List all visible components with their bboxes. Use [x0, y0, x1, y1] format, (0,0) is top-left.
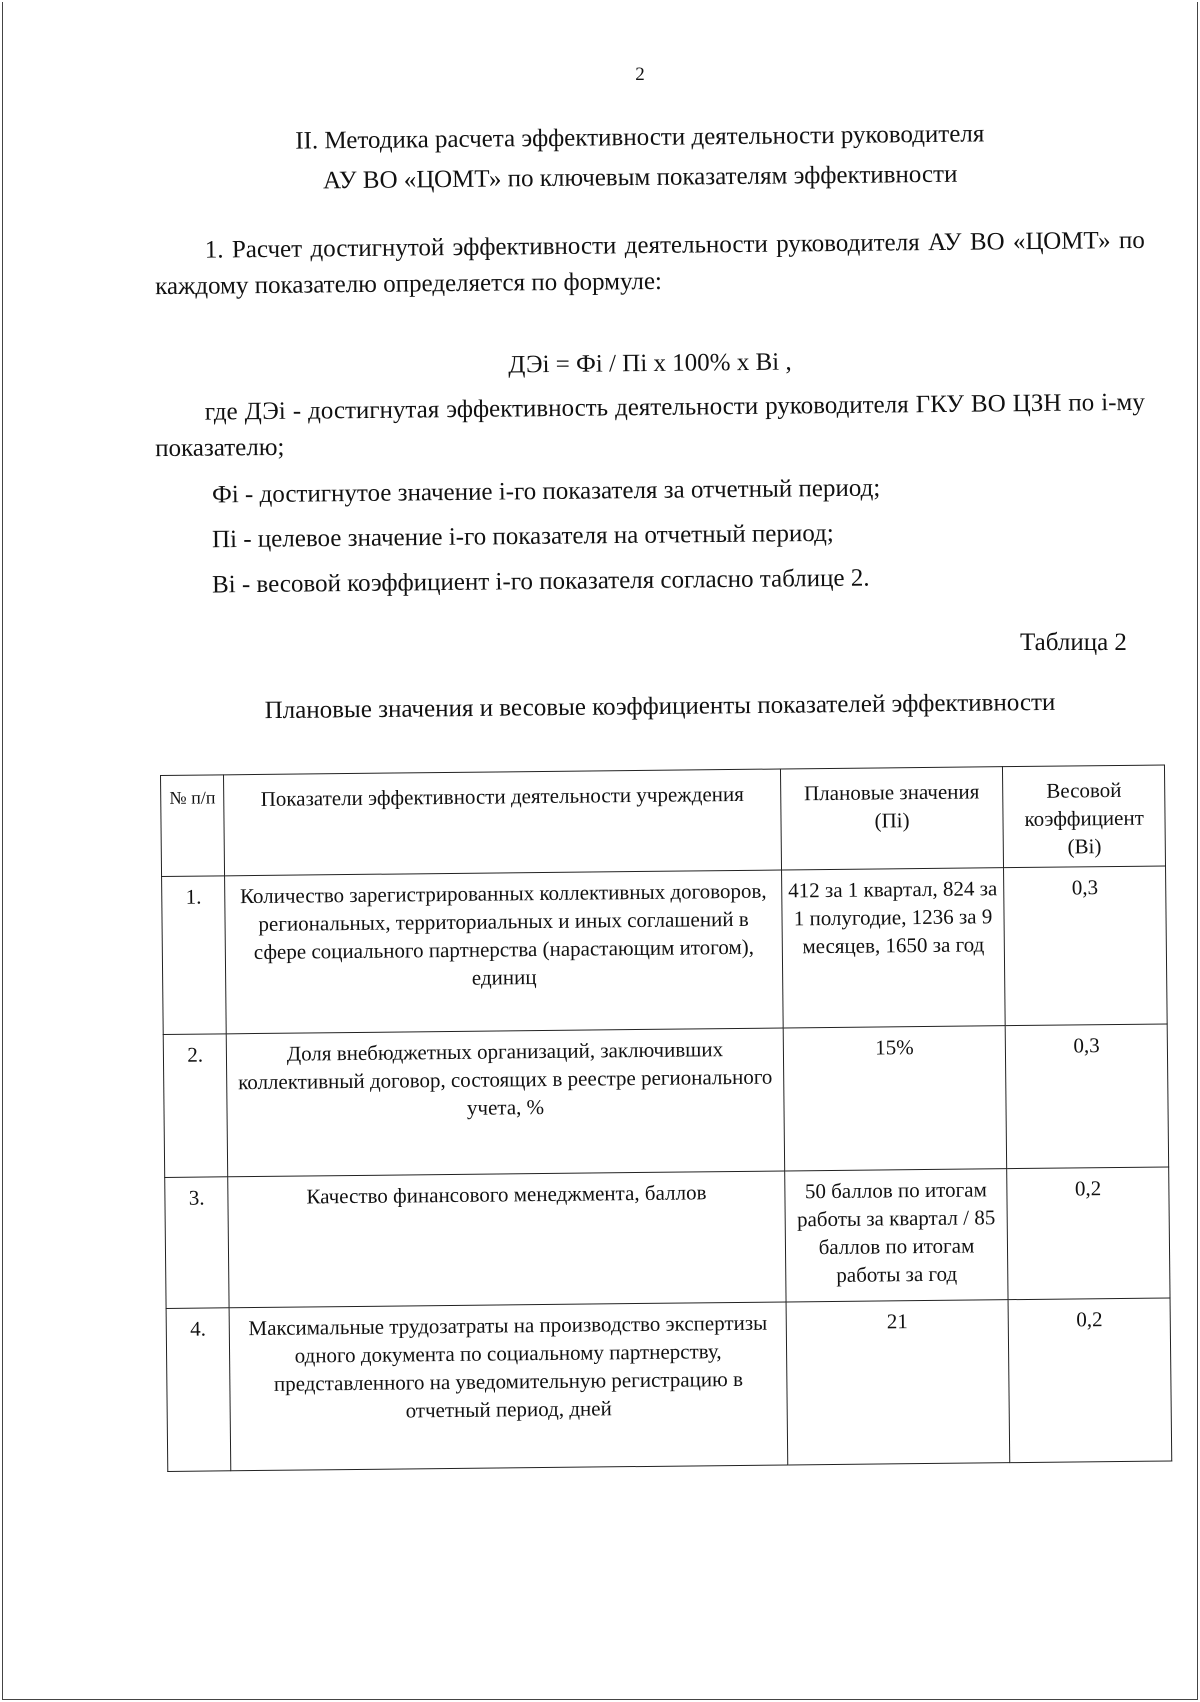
table-row	[163, 1024, 1168, 1178]
row-num: 1.	[162, 876, 227, 1035]
where-paragraph	[155, 385, 1146, 467]
row-indicator: Количество зарегистрированных коллективных договоров, региональных, территориальных и иных соглашений в сфере социального партнерства (нарастающим итогом), единиц	[225, 870, 783, 1034]
row-plan: 412 за 1 квартал, 824 за 1 полугодие, 1236 за 9 месяцев, 1650 за год	[781, 868, 1005, 1028]
row-plan: 15%	[783, 1026, 1007, 1171]
row-num: 2.	[163, 1034, 228, 1178]
header-plan: Плановые значения (Пi)	[780, 767, 1004, 870]
row-plan: 50 баллов по итогам работы за квартал / 85 баллов по итогам работы за год	[784, 1169, 1008, 1302]
table-row	[162, 866, 1168, 1035]
paragraph-1-text: 1. Расчет достигнутой эффективности деятельности руководителя АУ ВО «ЦОМТ» по каждому показателю определяется по формуле:	[155, 226, 1145, 301]
section-heading	[120, 113, 1161, 204]
page-number: 2	[635, 64, 645, 85]
heading-line-1: II. Методика расчета эффективности деятельности руководителя	[295, 120, 985, 155]
header-indicator: Показатели эффективности деятельности учреждения	[224, 769, 781, 876]
kpi-table	[160, 764, 1172, 1471]
definition-pi: Пi - целевое значение i-го показателя на отчетный период;	[211, 519, 834, 554]
definition-vi: Вi - весовой коэффициент i-го показателя согласно таблице 2.	[211, 564, 870, 599]
table-row	[166, 1298, 1172, 1472]
header-num: № п/п	[161, 775, 225, 877]
row-weight: 0,3	[1004, 866, 1167, 1026]
row-num: 3.	[165, 1177, 230, 1309]
row-num: 4.	[166, 1308, 231, 1472]
row-weight: 0,2	[1007, 1167, 1170, 1300]
row-plan: 21	[786, 1300, 1010, 1465]
table-title: Плановые значения и весовые коэффициенты показателей эффективности	[264, 688, 1056, 725]
row-weight: 0,2	[1008, 1298, 1171, 1463]
row-indicator: Максимальные трудозатраты на производство экспертизы одного документа по социальному партнерству, представленного на уведомительную регистрацию в отчетный период, дней	[230, 1302, 788, 1471]
table-row	[165, 1167, 1170, 1309]
row-weight: 0,3	[1006, 1024, 1169, 1169]
table-header-row	[161, 765, 1166, 877]
row-indicator: Доля внебюджетных организаций, заключивших коллективный договор, состоящих в реестре регионального учета, %	[227, 1028, 785, 1177]
where-text: где ДЭi - достигнутая эффективность деятельности руководителя ГКУ ВО ЦЗН по i-му показателю;	[155, 388, 1145, 463]
formula: ДЭi = Фi / Пi х 100% х Вi ,	[508, 348, 792, 379]
row-indicator: Качество финансового менеджмента, баллов	[228, 1171, 786, 1308]
header-weight: Весовой коэффициент (Вi)	[1003, 765, 1166, 868]
table-label: Таблица 2	[1020, 629, 1127, 656]
paragraph-1	[155, 223, 1146, 305]
heading-line-2: АУ ВО «ЦОМТ» по ключевым показателям эффективности	[322, 160, 958, 195]
definition-fi: Фi - достигнутое значение i-го показателя за отчетный период;	[211, 474, 881, 509]
